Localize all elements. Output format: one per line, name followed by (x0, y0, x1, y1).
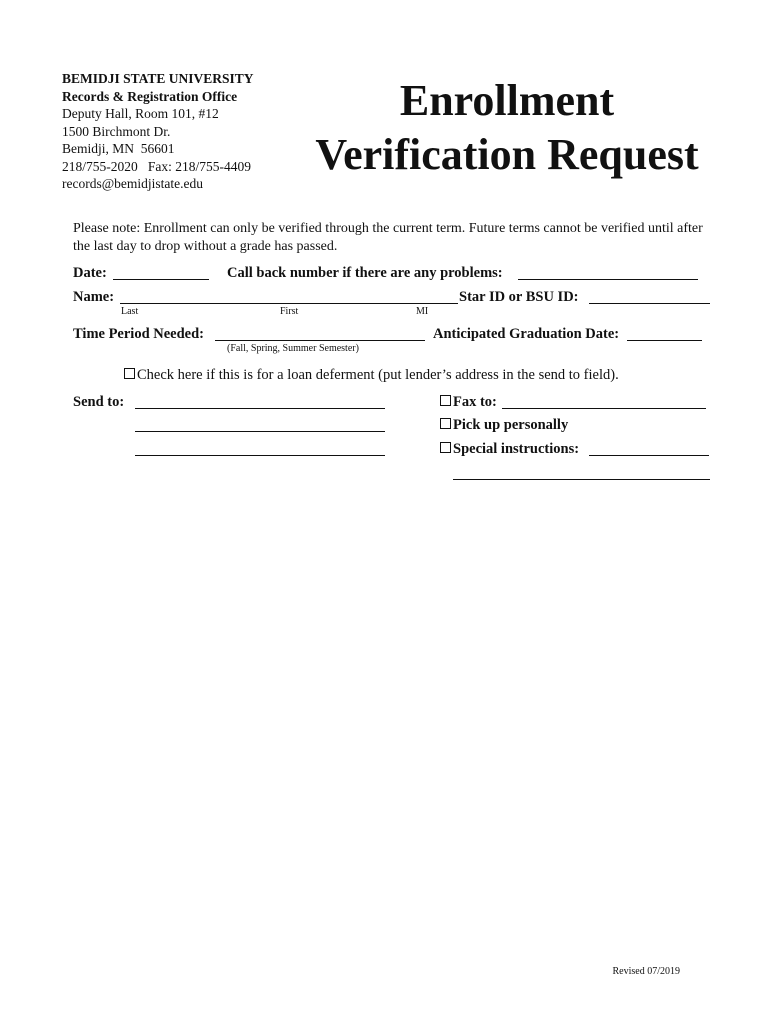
special-instructions-field[interactable] (589, 455, 709, 456)
title-line-2: Verification Request (315, 130, 699, 179)
name-first-caption: First (280, 306, 299, 317)
name-last-caption: Last (121, 306, 139, 317)
loan-deferment-checkbox[interactable] (124, 368, 135, 379)
special-instructions-option[interactable] (440, 441, 579, 458)
loan-deferment-option[interactable] (124, 367, 619, 384)
pickup-checkbox[interactable] (440, 418, 451, 429)
send-to-line-3[interactable] (135, 455, 385, 456)
special-instructions-label: Special instructions: (453, 441, 580, 457)
loan-deferment-label: Check here if this is for a loan deferment (put lender’s address in the send to field). (137, 367, 619, 383)
pickup-option[interactable] (440, 417, 568, 434)
name-label: Name: (73, 289, 115, 305)
special-instructions-line-2[interactable] (453, 479, 710, 480)
fax-field[interactable] (502, 408, 706, 409)
name-field[interactable] (120, 303, 458, 304)
revision-date: Revised 07/2019 (612, 966, 680, 977)
university-name: BEMIDJI STATE UNIVERSITY (62, 71, 254, 86)
star-id-field[interactable] (589, 303, 710, 304)
special-instructions-checkbox[interactable] (440, 442, 451, 453)
time-period-field[interactable] (215, 340, 425, 341)
date-field[interactable] (113, 279, 209, 280)
callback-field[interactable] (518, 279, 698, 280)
note-text: Please note: Enrollment can only be verified through the current term. Future terms cannot be verified until after the last day to drop without a grade has passed. (73, 221, 703, 254)
time-period-label: Time Period Needed: (73, 326, 205, 342)
address-line-3: Bemidji, MN 56601 (62, 141, 175, 156)
send-to-label: Send to: (73, 394, 125, 410)
office-address-block (62, 70, 254, 193)
name-mi-caption: MI (416, 306, 429, 317)
fax-label: Fax to: (453, 394, 497, 410)
graduation-label: Anticipated Graduation Date: (433, 326, 620, 342)
page-title (300, 74, 714, 182)
email: records@bemidjistate.edu (62, 176, 204, 191)
pickup-label: Pick up personally (453, 417, 569, 433)
fax-checkbox[interactable] (440, 395, 451, 406)
address-line-2: 1500 Birchmont Dr. (62, 123, 171, 139)
send-to-line-2[interactable] (135, 431, 385, 432)
office-name: Records & Registration Office (62, 88, 238, 104)
graduation-field[interactable] (627, 340, 702, 341)
date-label: Date: (73, 265, 107, 281)
send-to-line-1[interactable] (135, 408, 385, 409)
time-period-hint: (Fall, Spring, Summer Semester) (227, 343, 359, 354)
title-line-1: Enrollment (399, 76, 615, 125)
phone-fax: 218/755-2020 Fax: 218/755-4409 (62, 158, 251, 174)
fax-option[interactable] (440, 394, 497, 411)
star-id-label: Star ID or BSU ID: (459, 289, 579, 305)
callback-label: Call back number if there are any problems: (227, 265, 503, 281)
address-line-1: Deputy Hall, Room 101, #12 (62, 106, 219, 121)
